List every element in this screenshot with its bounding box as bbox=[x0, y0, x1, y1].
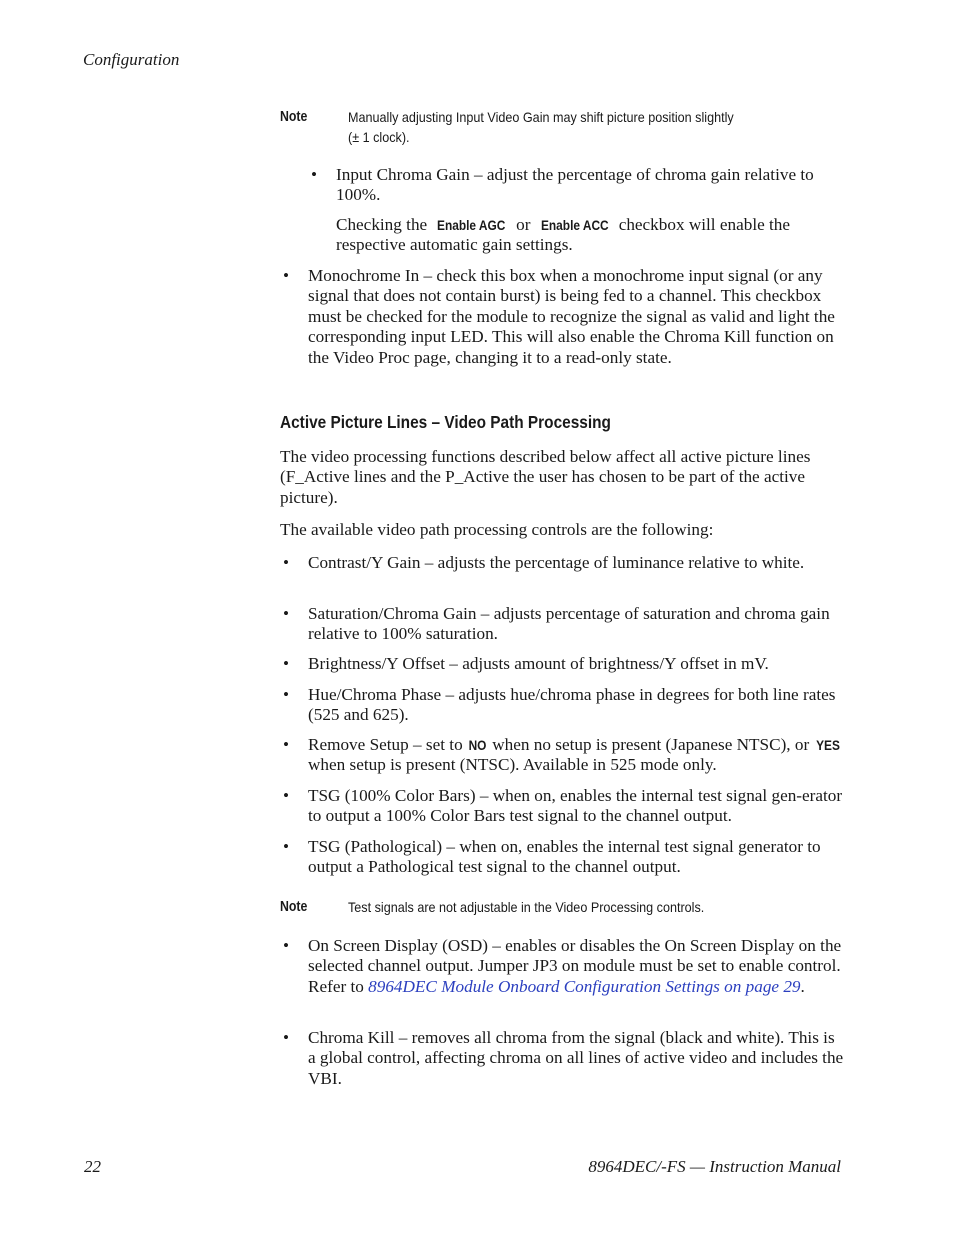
text-fragment: checkbox will enable the respective automatic gain settings. bbox=[336, 215, 791, 255]
bullet-marker: • bbox=[283, 266, 290, 285]
section-heading: Active Picture Lines – Video Path Processing bbox=[280, 412, 611, 432]
note-text: Test signals are not adjustable in the Video Processing controls. bbox=[348, 899, 705, 915]
note-label: Note bbox=[280, 109, 308, 125]
bullet-marker: • bbox=[283, 786, 290, 805]
bullet-marker: • bbox=[283, 837, 290, 856]
bullet-tsg-pathological bbox=[283, 837, 846, 878]
text-fragment: when setup is present (NTSC). Available in 525 mode only. bbox=[308, 755, 717, 775]
bullet-remove-setup bbox=[283, 735, 846, 776]
bullet-input-chroma-gain bbox=[311, 165, 846, 206]
bullet-text: Input Chroma Gain – adjust the percentage of chroma gain relative to 100%. bbox=[336, 165, 814, 205]
bullet-text: TSG (100% Color Bars) – when on, enables the internal test signal gen-erator to output a 100% Color Bars test signal to the channel output. bbox=[308, 786, 843, 826]
text-fragment: Checking the bbox=[336, 215, 432, 234]
bullet-monochrome-in bbox=[283, 266, 846, 368]
page-number: 22 bbox=[84, 1157, 101, 1176]
manual-title: 8964DEC/-FS — Instruction Manual bbox=[588, 1157, 841, 1176]
enable-acc-label: Enable ACC bbox=[540, 217, 609, 233]
bullet-marker: • bbox=[283, 553, 290, 572]
no-value-label: NO bbox=[468, 737, 487, 753]
note-text-line-1: Manually adjusting Input Video Gain may shift picture position slightly bbox=[348, 109, 734, 125]
text-fragment: . bbox=[800, 976, 805, 996]
note-text bbox=[348, 107, 755, 147]
paragraph-gain-checkboxes bbox=[336, 215, 846, 256]
bullet-chroma-kill bbox=[283, 1028, 846, 1089]
bullet-contrast bbox=[283, 553, 846, 573]
enable-agc-label: Enable AGC bbox=[437, 217, 506, 233]
yes-value-label: YES bbox=[815, 737, 840, 753]
bullet-saturation bbox=[283, 604, 846, 645]
bullet-text: Brightness/Y Offset – adjusts amount of brightness/Y offset in mV. bbox=[308, 654, 769, 673]
bullet-marker: • bbox=[283, 1028, 290, 1047]
bullet-text: Saturation/Chroma Gain – adjusts percentage of saturation and chroma gain relative to 100% saturation. bbox=[308, 604, 830, 644]
note-test-signals bbox=[280, 897, 800, 919]
text-fragment: Remove Setup – set to bbox=[308, 735, 467, 754]
text-fragment: On Screen Display (OSD) – enables or disables the On Screen Display on the selected channel output. Jumper JP3 on module must be set to enable control. Refer to bbox=[308, 936, 842, 996]
bullet-text: Hue/Chroma Phase – adjusts hue/chroma phase in degrees for both line rates (525 and 625). bbox=[308, 685, 836, 725]
bullet-hue bbox=[283, 685, 846, 726]
bullet-marker: • bbox=[283, 685, 290, 704]
bullet-marker: • bbox=[311, 165, 318, 184]
bullet-text: Contrast/Y Gain – adjusts the percentage of luminance relative to white. bbox=[308, 553, 805, 572]
onboard-config-link[interactable]: 8964DEC Module Onboard Configuration Settings on page 29 bbox=[368, 976, 801, 996]
note-label: Note bbox=[280, 899, 308, 915]
bullet-text: TSG (Pathological) – when on, enables the internal test signal generator to output a Pathological test signal to the channel output. bbox=[308, 837, 821, 877]
bullet-marker: • bbox=[283, 604, 290, 623]
bullet-text: Monochrome In – check this box when a monochrome input signal (or any signal that does not contain burst) is being fed to a channel. This checkbox must be checked for the module to recognize the signal as valid and light the corresponding input LED. This will also enable the Chroma Kill function on the Video Proc page, changing it to a read-only state. bbox=[308, 266, 835, 367]
bullet-osd bbox=[283, 936, 846, 997]
text-fragment: when no setup is present (Japanese NTSC), or bbox=[487, 735, 814, 754]
running-header: Configuration bbox=[83, 50, 180, 69]
controls-intro: The available video path processing controls are the following: bbox=[280, 520, 714, 539]
bullet-marker: • bbox=[283, 735, 290, 754]
bullet-tsg-color-bars bbox=[283, 786, 846, 827]
text-fragment: or bbox=[511, 215, 535, 234]
intro-paragraph: The video processing functions described below affect all active picture lines (F_Active lines and the P_Active the user has chosen to be part of the active picture). bbox=[280, 447, 811, 507]
bullet-marker: • bbox=[283, 936, 290, 955]
note-gain-shift bbox=[280, 107, 800, 147]
bullet-text: Chroma Kill – removes all chroma from the signal (black and white). This is a global control, affecting chroma on all lines of active video and includes the VBI. bbox=[308, 1028, 844, 1088]
bullet-brightness bbox=[283, 654, 846, 674]
bullet-marker: • bbox=[283, 654, 290, 673]
note-text-line-2: (± 1 clock). bbox=[348, 129, 410, 145]
